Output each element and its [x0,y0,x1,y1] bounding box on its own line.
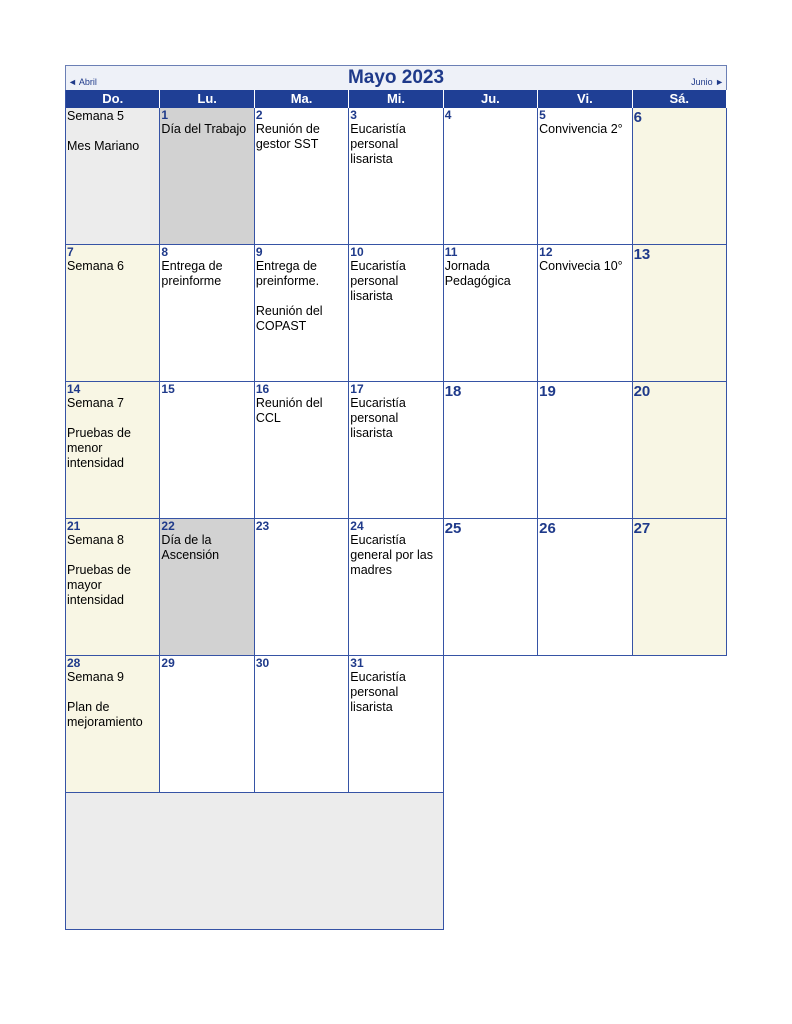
event-note: Eucaristía personal lisarista [350,122,406,166]
next-month-link[interactable]: Junio ► [691,77,724,87]
weekday-header-wed: Mi. [349,90,443,108]
event-note: Reunión del COPAST [255,304,323,333]
week-label: Semana 6 [67,259,124,273]
day-cell-24[interactable] [349,519,443,656]
weekday-header-tue: Ma. [255,90,349,108]
day-number: 6 [633,109,642,126]
day-number: 25 [444,520,462,537]
day-cell-21[interactable] [66,519,160,656]
event-note: Eucaristía general por las madres [350,533,433,577]
day-number: 19 [539,383,556,400]
day-number: 15 [161,382,175,396]
event-note: Eucaristía personal lisarista [350,396,406,440]
day-cell-9[interactable] [255,245,349,382]
week-label: Semana 5 [67,109,124,123]
day-number: 1 [161,108,169,122]
event-note: Día del Trabajo [161,122,247,136]
day-number: 27 [633,520,651,537]
event-note: Eucaristía personal lisarista [350,670,406,714]
day-cell-27[interactable] [633,519,727,656]
event-note: Reunión del CCL [255,396,323,425]
day-cell-23[interactable] [255,519,349,656]
week-label: Semana 9 [67,670,124,684]
day-number: 13 [633,246,651,263]
day-cell-19[interactable] [538,382,632,519]
day-cell-28[interactable] [66,656,160,793]
day-cell-3[interactable] [349,108,443,245]
day-cell-18[interactable] [444,382,538,519]
day-number: 5 [539,108,546,122]
day-cell-5[interactable] [538,108,632,245]
day-number: 3 [350,108,357,122]
day-number: 4 [444,108,452,122]
weekday-header-thu: Ju. [444,90,538,108]
weekday-header-mon: Lu. [160,90,254,108]
day-cell-25[interactable] [444,519,538,656]
day-cell-8[interactable] [160,245,254,382]
event-note: Pruebas de mayor intensidad [67,563,131,607]
day-cell-15[interactable] [160,382,254,519]
day-number: 26 [539,520,556,537]
day-number: 20 [633,383,651,400]
day-cell-17[interactable] [349,382,443,519]
day-cell-4[interactable] [444,108,538,245]
day-cell-6[interactable] [633,108,727,245]
day-cell-30[interactable] [255,656,349,793]
day-cell-29[interactable] [160,656,254,793]
day-number: 12 [539,245,553,259]
day-cell-10[interactable] [349,245,443,382]
weekday-header-sat: Sá. [633,90,727,108]
week-label: Semana 7 [67,396,124,410]
empty-filler-cell [66,793,444,930]
calendar-grid [65,90,727,930]
day-cell-20[interactable] [633,382,727,519]
event-note: Eucaristía personal lisarista [350,259,406,303]
day-number: 31 [350,656,364,670]
event-note: Convivecia 10° [539,259,623,273]
day-number: 24 [350,519,364,533]
event-note: Reunión de gestor SST [255,122,320,151]
event-note: Entrega de preinforme. [255,259,320,288]
day-cell-26[interactable] [538,519,632,656]
day-number: 10 [350,245,364,259]
day-number: 8 [161,245,169,259]
event-note: Día de la Ascensión [161,533,220,562]
day-cell-16[interactable] [255,382,349,519]
day-number: 28 [67,656,81,670]
event-note: Mes Mariano [67,139,140,153]
day-cell-14[interactable] [66,382,160,519]
calendar-header [65,65,727,90]
event-note: Convivencia 2° [539,122,623,136]
day-cell-13[interactable] [633,245,727,382]
day-number: 21 [67,519,81,533]
day-number: 7 [67,245,74,259]
day-cell-11[interactable] [444,245,538,382]
event-note: Jornada Pedagógica [444,259,511,288]
prev-month-link[interactable]: ◄ Abril [68,77,97,87]
month-title: Mayo 2023 [347,67,445,88]
week-label-cell [66,108,160,245]
weekday-header-fri: Vi. [538,90,632,108]
day-number: 30 [255,656,270,670]
day-cell-31[interactable] [349,656,443,793]
day-cell-12[interactable] [538,245,632,382]
day-number: 22 [161,519,175,533]
event-note: Entrega de preinforme [161,259,223,288]
day-cell-7[interactable] [66,245,160,382]
week-label: Semana 8 [67,533,124,547]
day-cell-22[interactable] [160,519,254,656]
day-number: 14 [67,382,81,396]
day-number: 29 [161,656,175,670]
day-number: 16 [255,382,270,396]
day-number: 18 [444,383,462,400]
day-number: 11 [444,245,458,259]
day-cell-1[interactable] [160,108,254,245]
weekday-header-sun: Do. [66,90,160,108]
day-cell-2[interactable] [255,108,349,245]
calendar [65,65,727,930]
day-number: 23 [255,519,270,533]
day-number: 9 [255,245,263,259]
day-number: 2 [255,108,263,122]
event-note: Plan de mejoramiento [67,700,143,729]
day-number: 17 [350,382,364,396]
event-note: Pruebas de menor intensidad [67,426,131,470]
